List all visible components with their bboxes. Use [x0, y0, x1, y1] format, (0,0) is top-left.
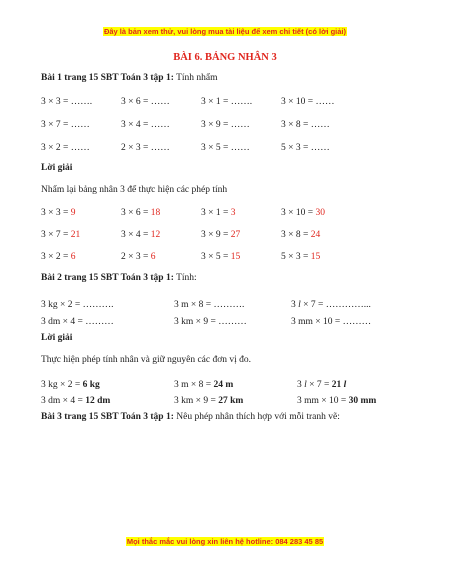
answer-value: 21 l [331, 380, 347, 390]
solution-1-cell: 3 × 3 = 9 [41, 208, 76, 218]
bottom-banner-text: Mọi thắc mắc vui lòng xin liên hệ hotline: 084 283 45 85 [126, 537, 324, 546]
solution-2-cell: 3 l × 7 = 21 l [297, 380, 347, 390]
bai2-heading: Bài 2 trang 15 SBT Toán 3 tập 1: [41, 273, 174, 283]
bai3-heading: Bài 3 trang 15 SBT Toán 3 tập 1: [41, 412, 174, 422]
bai1-cell: 2 × 3 = …… [121, 143, 170, 153]
solution-1-cell: 3 × 8 = 24 [281, 230, 321, 240]
answer-value: 15 [310, 252, 321, 262]
answer-value: 21 [70, 230, 81, 240]
answer-value: 6 [150, 252, 156, 262]
solution-2-intro: Thực hiện phép tính nhân và giữ nguyên các đơn vị đo. [41, 355, 252, 365]
solution-1-heading: Lời giải [41, 163, 73, 173]
bottom-hotline-banner [0, 537, 450, 546]
solution-1-cell: 5 × 3 = 15 [281, 252, 321, 262]
bai2-cell: 3 m × 8 = ………. [174, 300, 245, 310]
answer-value: 30 mm [348, 396, 377, 406]
answer-value: 30 [315, 208, 325, 218]
answer-value: 12 [150, 230, 161, 240]
answer-value: 6 [70, 252, 76, 262]
bai1-prompt: Tính nhẩm [176, 73, 218, 83]
solution-2-cell: 3 kg × 2 = 6 kg [41, 380, 100, 390]
bai3-heading-line [41, 412, 340, 422]
solution-2-cell: 3 m × 8 = 24 m [174, 380, 234, 390]
answer-value: 24 [310, 230, 321, 240]
answer-value: 18 [150, 208, 161, 218]
solution-1-cell: 3 × 5 = 15 [201, 252, 241, 262]
page-title: BÀI 6. BẢNG NHÂN 3 [173, 52, 277, 63]
solution-1-cell: 3 × 2 = 6 [41, 252, 76, 262]
solution-1-cell: 3 × 6 = 18 [121, 208, 161, 218]
answer-value: 3 [230, 208, 236, 218]
answer-value: 15 [230, 252, 241, 262]
answer-value: 9 [70, 208, 76, 218]
bai1-cell: 3 × 10 = …… [281, 97, 335, 107]
bai2-cell: 3 km × 9 = ……… [174, 317, 247, 327]
bai1-cell: 3 × 6 = …… [121, 97, 170, 107]
solution-1-cell: 2 × 3 = 6 [121, 252, 156, 262]
bai1-cell: 3 × 3 = ……. [41, 97, 93, 107]
bai1-cell: 3 × 1 = ……. [201, 97, 253, 107]
answer-value: 27 [230, 230, 241, 240]
solution-2-cell: 3 km × 9 = 27 km [174, 396, 244, 406]
bai1-cell: 3 × 5 = …… [201, 143, 250, 153]
answer-value: 6 kg [82, 380, 100, 390]
bai1-cell: 3 × 4 = …… [121, 120, 170, 130]
bai2-heading-line [41, 273, 197, 283]
solution-1-cell: 3 × 4 = 12 [121, 230, 161, 240]
solution-1-cell: 3 × 7 = 21 [41, 230, 81, 240]
bai1-heading-line [41, 73, 218, 83]
bai1-cell: 5 × 3 = …… [281, 143, 330, 153]
solution-1-intro: Nhẩm lại bảng nhân 3 để thực hiện các phép tính [41, 185, 228, 195]
bai2-cell: 3 l × 7 = …………... [291, 300, 371, 310]
answer-value: 27 km [218, 396, 244, 406]
solution-1-cell: 3 × 10 = 30 [281, 208, 325, 218]
solution-2-cell: 3 dm × 4 = 12 dm [41, 396, 111, 406]
bai3-prompt: Nêu phép nhân thích hợp với mỗi tranh vẽ: [176, 412, 340, 422]
bai2-cell: 3 mm × 10 = ……… [291, 317, 372, 327]
solution-1-cell: 3 × 9 = 27 [201, 230, 241, 240]
solution-2-cell: 3 mm × 10 = 30 mm [297, 396, 377, 406]
bai2-prompt: Tính: [176, 273, 197, 283]
bai1-cell: 3 × 2 = …… [41, 143, 90, 153]
bai1-cell: 3 × 7 = …… [41, 120, 90, 130]
bai1-cell: 3 × 8 = …… [281, 120, 330, 130]
answer-value: 24 m [213, 380, 234, 390]
bai2-cell: 3 kg × 2 = ………. [41, 300, 114, 310]
top-banner-text: Đây là bản xem thử, vui lòng mua tài liệu để xem chi tiết (có lời giải) [103, 27, 347, 36]
solution-1-cell: 3 × 1 = 3 [201, 208, 236, 218]
bai1-heading: Bài 1 trang 15 SBT Toán 3 tập 1: [41, 73, 174, 83]
solution-2-heading: Lời giải [41, 333, 73, 343]
answer-value: 12 dm [85, 396, 111, 406]
bai2-cell: 3 dm × 4 = ……… [41, 317, 114, 327]
top-preview-banner [0, 27, 450, 36]
bai1-cell: 3 × 9 = …… [201, 120, 250, 130]
